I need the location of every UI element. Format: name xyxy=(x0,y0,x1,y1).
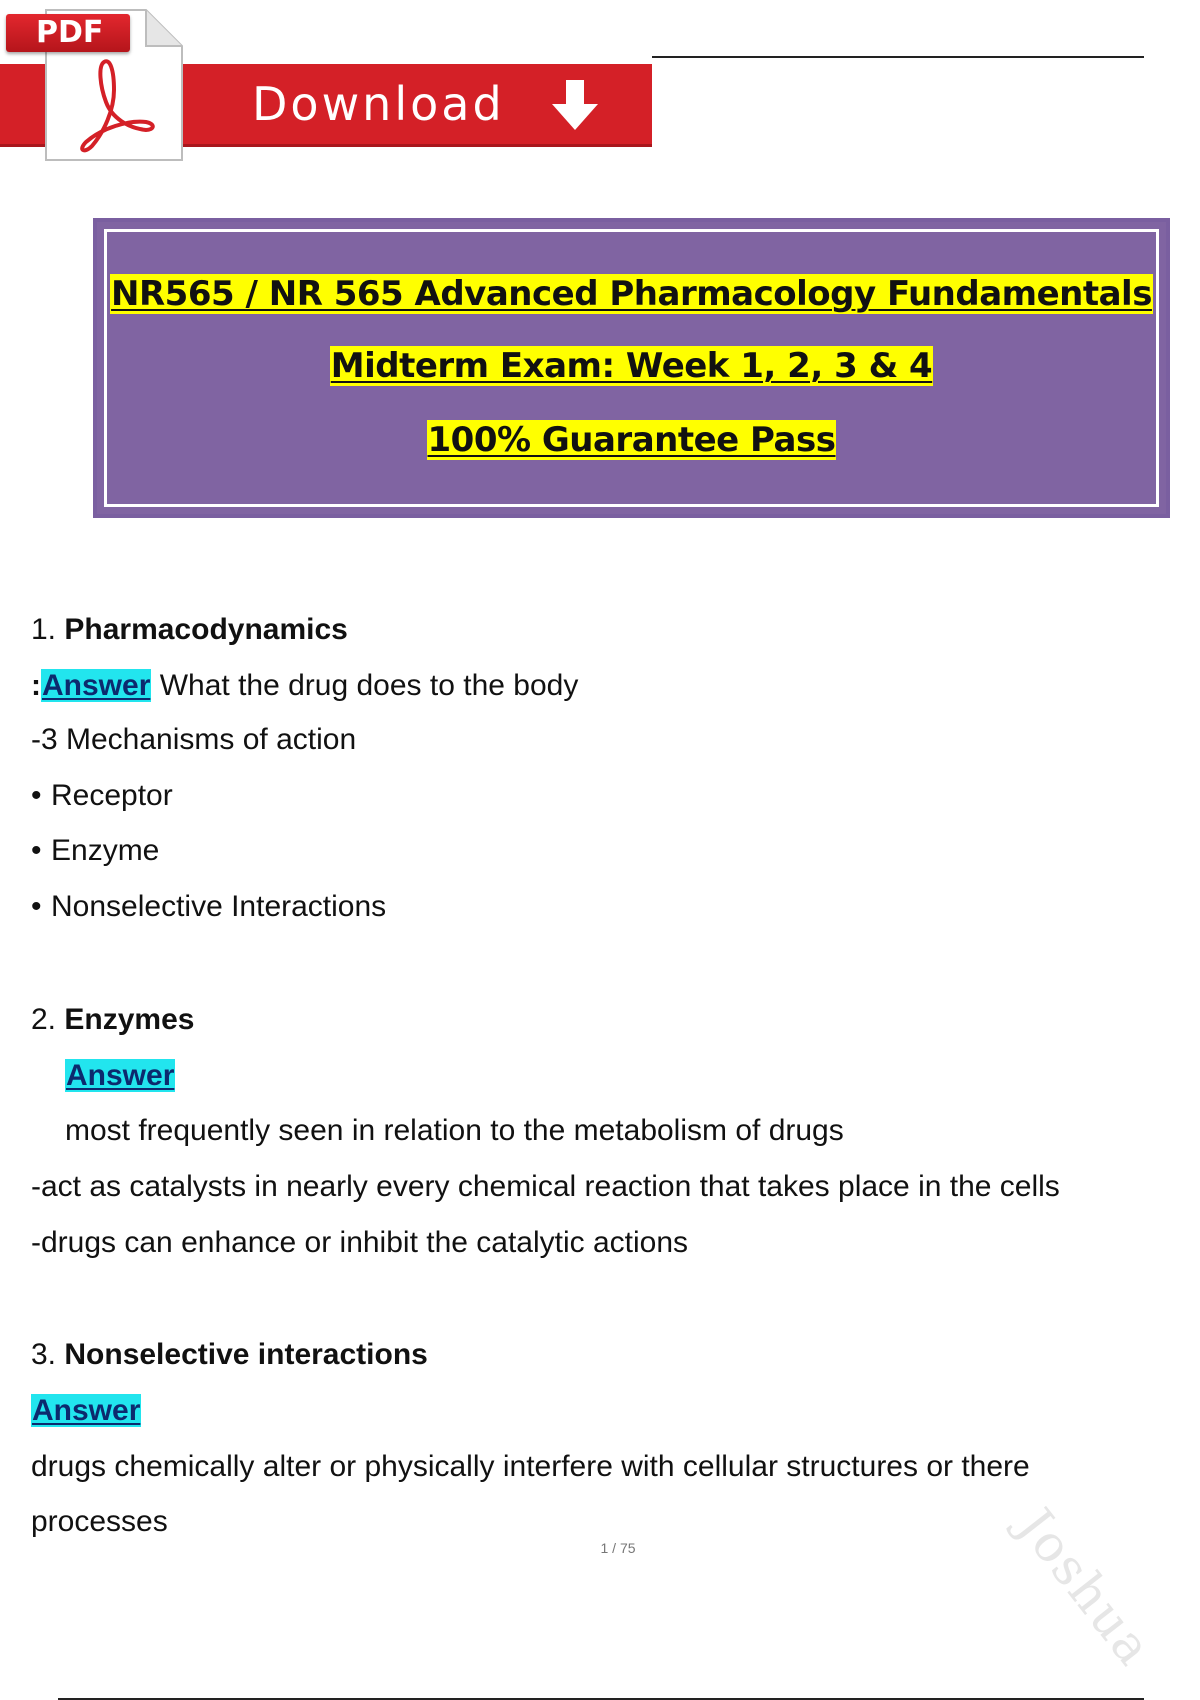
title-line-course xyxy=(97,274,1166,314)
title-line-exam xyxy=(97,346,1166,386)
page-indicator: 1 / 75 xyxy=(600,1540,636,1556)
bullet-icon: • xyxy=(31,834,42,867)
question-number: 1. xyxy=(31,613,57,646)
answer-line: -drugs can enhance or inhibit the catalytic actions xyxy=(31,1226,689,1259)
question-3-answer xyxy=(31,1393,141,1429)
header-rule xyxy=(652,56,1144,58)
guarantee-title: 100% Guarantee Pass xyxy=(427,420,836,460)
download-arrow-icon[interactable] xyxy=(548,78,602,139)
answer-line: processes xyxy=(31,1505,168,1538)
question-number: 2. xyxy=(31,1003,57,1036)
question-3-heading xyxy=(31,1337,428,1373)
bullet-item xyxy=(31,889,386,925)
watermark: Joshua xyxy=(1006,1498,1165,1678)
question-title: Enzymes xyxy=(64,1003,195,1036)
answer-line: drugs chemically alter or physically interfere with cellular structures or there xyxy=(31,1450,1030,1483)
answer-label: Answer xyxy=(66,1059,175,1092)
bullet-text: Enzyme xyxy=(51,834,160,867)
course-title: NR565 / NR 565 Advanced Pharmacology Fundamentals xyxy=(111,274,1152,314)
answer-line: most frequently seen in relation to the metabolism of drugs xyxy=(65,1114,844,1147)
answer-line: -act as catalysts in nearly every chemical reaction that takes place in the cells xyxy=(31,1170,1060,1203)
bullet-text: Nonselective Interactions xyxy=(51,890,387,923)
bullet-icon: • xyxy=(31,890,42,923)
question-title: Pharmacodynamics xyxy=(64,613,348,646)
question-1-heading xyxy=(31,612,348,648)
question-1-answer xyxy=(31,668,578,704)
bullet-text: Receptor xyxy=(51,779,173,812)
answer-label: Answer xyxy=(32,1394,141,1427)
title-line-guarantee xyxy=(97,420,1166,460)
title-box xyxy=(93,218,1170,518)
bullet-icon: • xyxy=(31,779,42,812)
pdf-label: PDF xyxy=(6,14,130,52)
exam-title: Midterm Exam: Week 1, 2, 3 & 4 xyxy=(330,346,933,386)
question-number: 3. xyxy=(31,1338,57,1371)
question-title: Nonselective interactions xyxy=(64,1338,428,1371)
answer-line: -3 Mechanisms of action xyxy=(31,723,357,756)
answer-prefix: : xyxy=(31,669,41,702)
answer-label: Answer xyxy=(42,669,151,702)
bullet-item xyxy=(31,833,159,869)
question-2-answer xyxy=(65,1058,175,1094)
download-label[interactable]: Download xyxy=(252,77,505,131)
question-2-heading xyxy=(31,1002,194,1038)
bullet-item xyxy=(31,778,173,814)
answer-text: What the drug does to the body xyxy=(159,669,579,702)
